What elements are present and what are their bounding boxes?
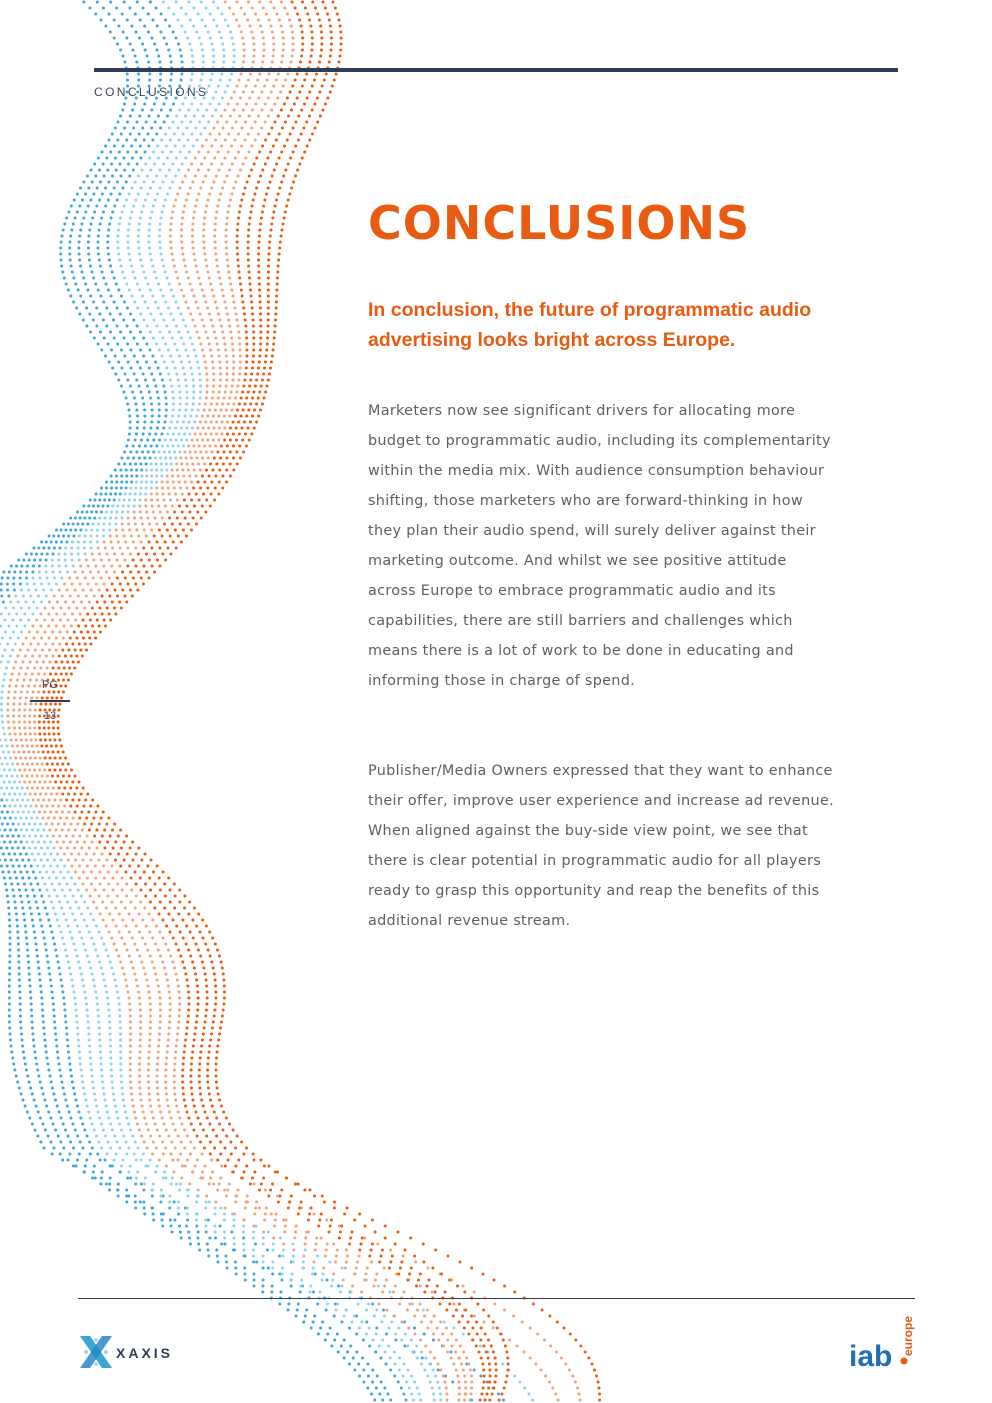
- section-label: CONCLUSIONS: [94, 85, 209, 99]
- xaxis-wordmark: XAXIS: [116, 1345, 174, 1361]
- footer-rule: [78, 1298, 915, 1299]
- body-paragraph: Marketers now see significant drivers for allocating more budget to programmatic audio, including its complementarity within the media mix. With audience consumption behaviour shifting, those marketers who are forward-thinking in how they plan their audio spend, will surely deliver against their marketing outcome. And whilst we see positive attitude across Europe to embrace programmatic audio and its capabilities, there are still barriers and challenges which means there is a lot of work to be done in educating and informing those in charge of spend.: [368, 403, 831, 689]
- europe-wordmark: europe: [901, 1315, 915, 1356]
- header-rule: [94, 68, 898, 72]
- page-number: 13: [43, 710, 57, 722]
- xaxis-mark-icon: [80, 1336, 112, 1368]
- page-label: PG: [42, 679, 58, 691]
- page-marker-rule: [30, 700, 70, 702]
- lead-paragraph: In conclusion, the future of programmatic audio advertising looks bright across Europe.: [368, 299, 812, 351]
- page-number-marker: [30, 676, 70, 723]
- xaxis-logo: [78, 1332, 190, 1372]
- iab-wordmark: iab: [849, 1340, 893, 1370]
- page-title: CONCLUSIONS: [368, 196, 751, 250]
- iab-dot-icon: [901, 1358, 908, 1365]
- body-paragraph: Publisher/Media Owners expressed that they want to enhance their offer, improve user experience and increase ad revenue. When aligned against the buy-side view point, we see that there is clear potential in programmatic audio for all players ready to grasp this opportunity and reap the benefits of this additional revenue stream.: [368, 763, 834, 929]
- iab-europe-logo: [846, 1306, 918, 1370]
